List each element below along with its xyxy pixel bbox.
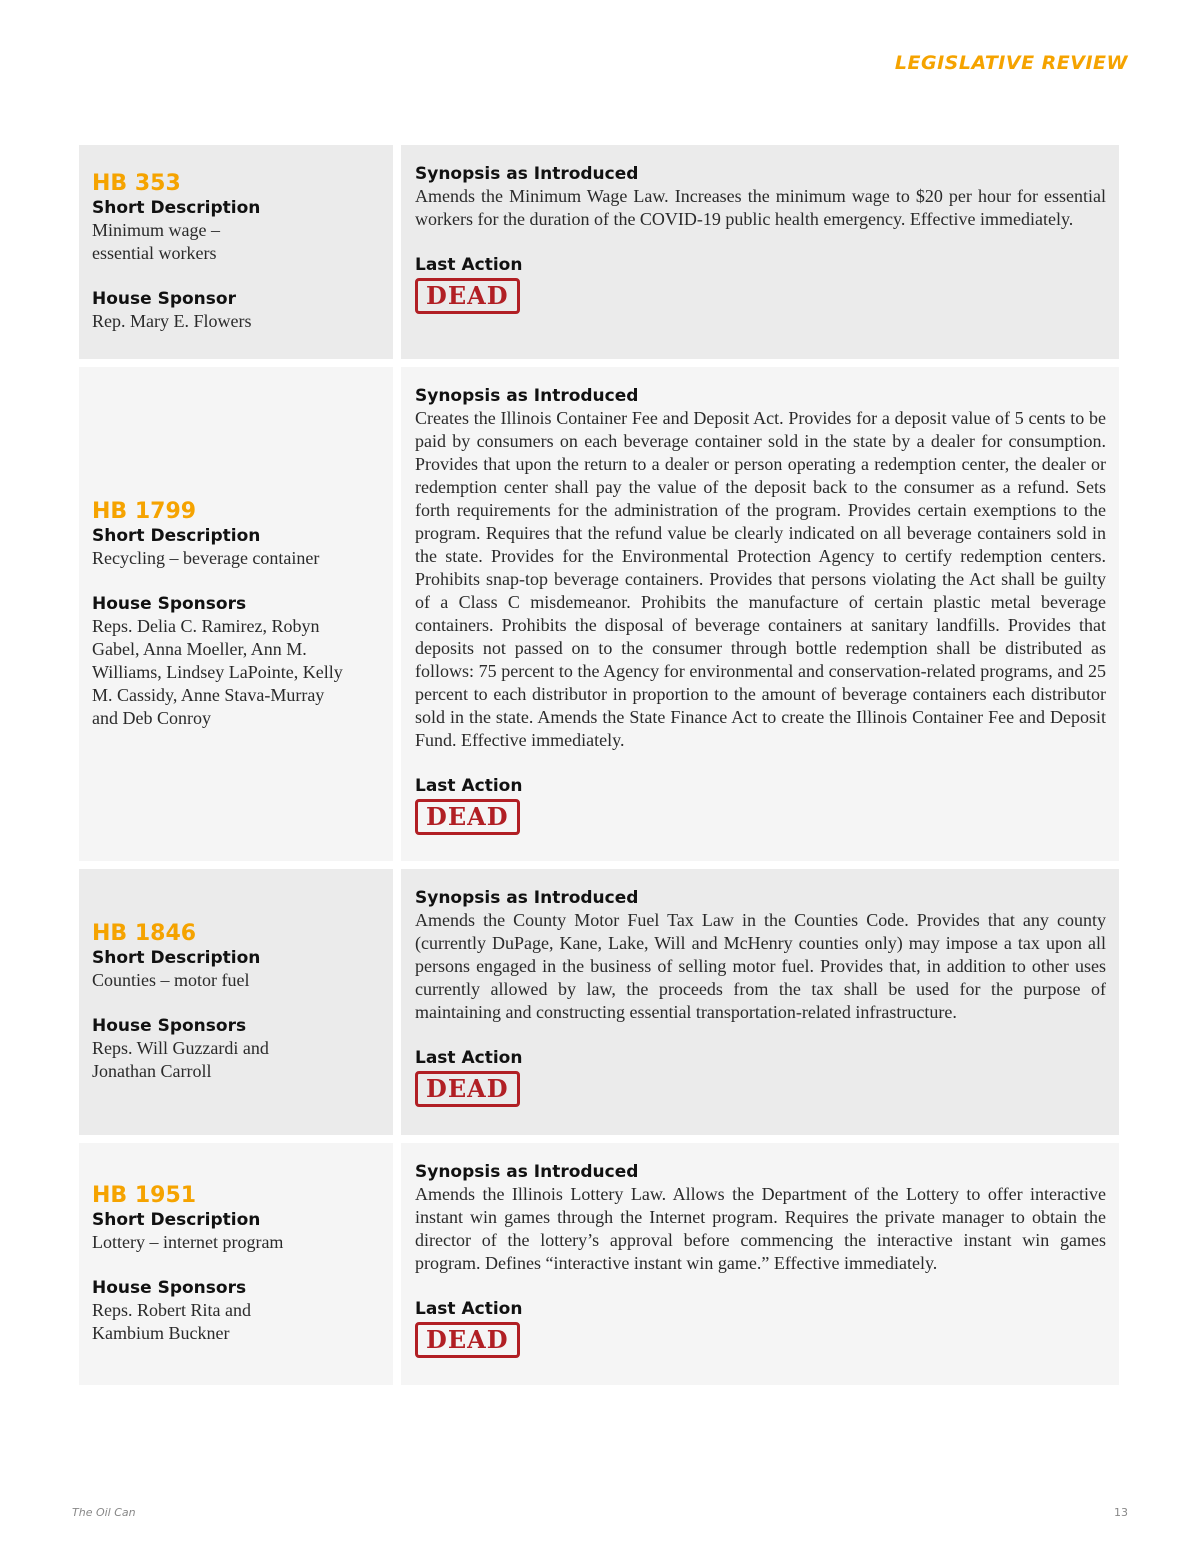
dead-stamp: DEAD: [415, 1322, 520, 1358]
bill-number: HB 1951: [92, 1183, 197, 1208]
sponsor-line: M. Cassidy, Anne Stava-Murray: [92, 684, 325, 705]
synopsis-text: Amends the County Motor Fuel Tax Law in the Counties Code. Provides that any county (currently DuPage, Kane, Lake, Will and McHenry counties only) may impose a tax upon all persons engaged in the business of selling motor fuel. Provides that, in addition to other uses currently allowed by law, the proceeds from the tax shall be used for the purpose of maintaining and constructing essential transportation-related infrastructure.: [415, 910, 1106, 1022]
dead-stamp: DEAD: [415, 799, 520, 835]
bill-card-hb353: [79, 145, 1119, 359]
synopsis-text: Amends the Minimum Wage Law. Increases the minimum wage to $20 per hour for essential workers for the duration of the COVID-19 public health emergency. Effective immediately.: [415, 186, 1106, 229]
bill-synopsis-panel: [401, 145, 1119, 359]
bill-synopsis-panel: [401, 367, 1119, 861]
bill-card-hb1846: [79, 869, 1119, 1135]
short-description: Counties – motor fuel: [92, 970, 250, 990]
sponsor-label: House Sponsors: [92, 1016, 247, 1036]
short-description-label: Short Description: [92, 198, 261, 218]
bill-info: [79, 1143, 393, 1385]
sponsor-line: Reps. Robert Rita and: [92, 1300, 251, 1320]
bill-synopsis-panel: [401, 869, 1119, 1135]
synopsis-label: Synopsis as Introduced: [415, 386, 639, 406]
sponsor-label: House Sponsor: [92, 289, 236, 309]
synopsis-text: Creates the Illinois Container Fee and Deposit Act. Provides for a deposit value of 5 cents to be paid by consumers on each beverage container sold in the state by a dealer for consumption. Provides that upon the return to a dealer or person operating a redemption center, the dealer or redemption center shall pay the value of the deposit back to the consumer as a refund. Sets forth requirements for the administration of the program. Provides certain exemptions to the program. Requires that the refund value be clearly indicated on all beverage containers sold in the state. Provides for the Environmental Protection Agency to certify redemption centers. Prohibits snap-top beverage containers. Provides that persons violating the Act shall be guilty of a Class C misdemeanor. Prohibits the manufacture of certain plastic metal beverage containers. Prohibits the disposal of beverage containers at sanitary landfills. Provides that deposits not passed on to the consumer through bottle redemption shall be distributed as follows: 75 percent to the Agency for environmental and conservation-related programs, and 25 percent to each distributor in proportion to the amount of beverage containers each distributor sold in the state. Amends the State Finance Act to create the Illinois Container Fee and Deposit Fund. Effective immediately.: [415, 408, 1106, 750]
last-action-label: Last Action: [415, 1299, 523, 1319]
synopsis-label: Synopsis as Introduced: [415, 888, 639, 908]
sponsor-line: Reps. Will Guzzardi and: [92, 1038, 269, 1058]
sponsor-label: House Sponsors: [92, 593, 247, 614]
dead-stamp: DEAD: [415, 278, 520, 314]
last-action-label: Last Action: [415, 1048, 523, 1068]
bill-info: [79, 145, 393, 359]
bill-info: [79, 869, 393, 1135]
sponsor-line: Rep. Mary E. Flowers: [92, 311, 252, 331]
sponsor-label: House Sponsors: [92, 1278, 247, 1298]
sponsor-line: Reps. Delia C. Ramirez, Robyn: [92, 615, 320, 636]
synopsis-label: Synopsis as Introduced: [415, 1162, 639, 1182]
sponsor-line: Williams, Lindsey LaPointe, Kelly: [92, 661, 343, 682]
synopsis-text: Amends the Illinois Lottery Law. Allows the Department of the Lottery to offer interactive instant win games through the Internet program. Requires the private manager to obtain the director of the lottery’s approval before commencing the interactive instant win games program. Defines “interactive instant win game.” Effective immediately.: [415, 1184, 1106, 1273]
bill-list: [79, 145, 1119, 1393]
short-description-label: Short Description: [92, 525, 261, 546]
sponsor-line: Kambium Buckner: [92, 1323, 230, 1343]
bill-number: HB 1846: [92, 921, 197, 946]
last-action-label: Last Action: [415, 255, 523, 275]
short-description-label: Short Description: [92, 948, 261, 968]
sponsor-line: Gabel, Anna Moeller, Ann M.: [92, 638, 307, 659]
page-number: 13: [1114, 1506, 1128, 1519]
section-label: LEGISLATIVE REVIEW: [894, 52, 1128, 74]
short-description: essential workers: [92, 243, 217, 263]
bill-card-hb1799: [79, 367, 1119, 861]
last-action-label: Last Action: [415, 776, 523, 796]
synopsis-label: Synopsis as Introduced: [415, 164, 639, 184]
bill-synopsis-panel: [401, 1143, 1119, 1385]
sponsor-line: Jonathan Carroll: [92, 1061, 212, 1081]
short-description-label: Short Description: [92, 1210, 261, 1230]
bill-card-hb1951: [79, 1143, 1119, 1385]
sponsor-line: and Deb Conroy: [92, 707, 211, 728]
short-description: Lottery – internet program: [92, 1232, 284, 1252]
bill-number: HB 1799: [92, 498, 197, 524]
short-description: Recycling – beverage container: [92, 547, 320, 568]
dead-stamp: DEAD: [415, 1071, 520, 1107]
bill-number: HB 353: [92, 171, 181, 196]
bill-info: [79, 367, 393, 861]
short-description: Minimum wage –: [92, 220, 220, 240]
publication-name: The Oil Can: [72, 1506, 136, 1519]
